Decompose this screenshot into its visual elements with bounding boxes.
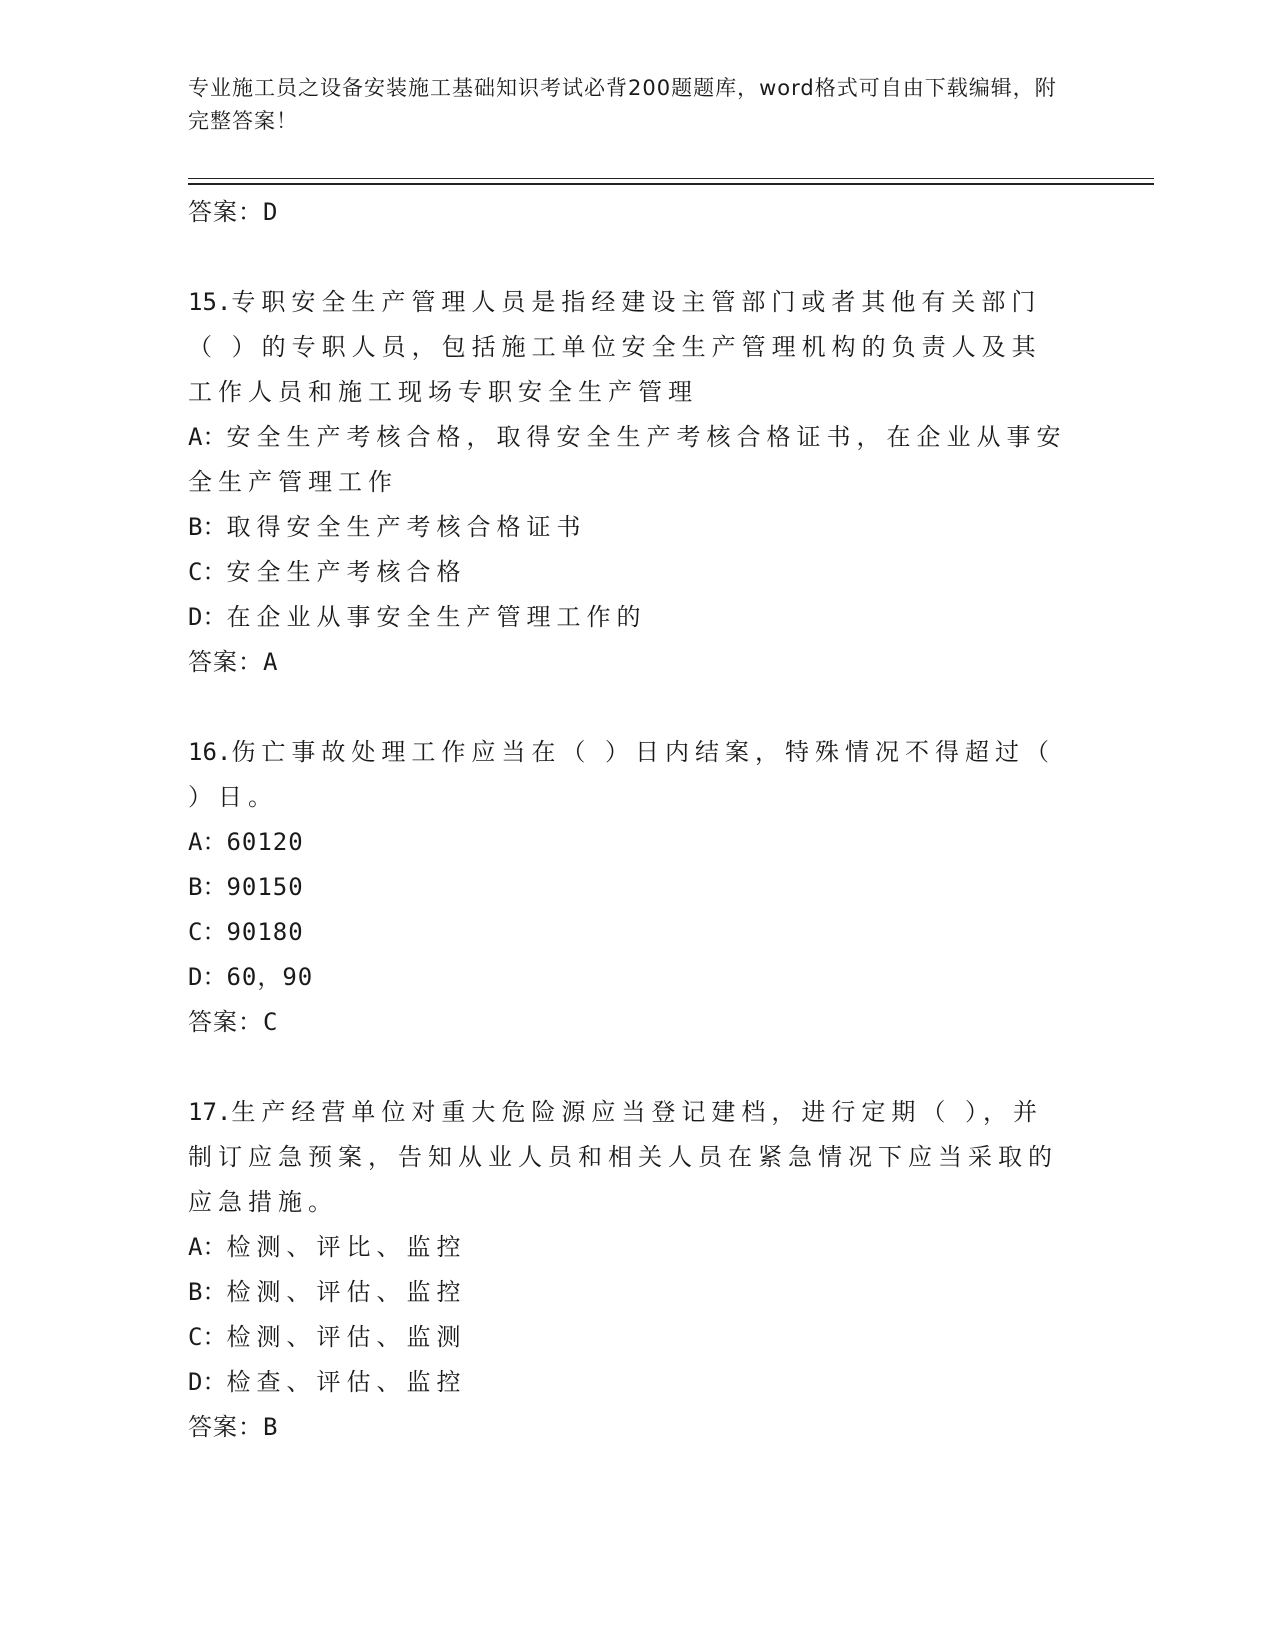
question-block-15 (188, 280, 1088, 684)
answer-line (188, 1405, 1088, 1449)
answer-value: C (263, 1008, 279, 1036)
option-key: D： (188, 963, 227, 991)
option-key: B： (188, 513, 227, 541)
option-key: C： (188, 558, 227, 586)
document-header (188, 72, 1068, 138)
option-text: 90180 (226, 918, 304, 946)
option-key: C： (188, 1323, 227, 1351)
option-d (188, 1360, 1068, 1405)
option-text: 60，90 (226, 963, 314, 991)
option-key: D： (188, 1368, 227, 1396)
question-text (188, 730, 1068, 820)
option-a (188, 415, 1068, 505)
question-stem: 专职安全生产管理人员是指经建设主管部门或者其他有关部门（ ）的专职人员，包括施工单位安全生产管理机构的负责人及其工作人员和施工现场专职安全生产管理 (188, 288, 1042, 406)
option-key: C： (188, 918, 227, 946)
question-stem: 伤亡事故处理工作应当在（ ）日内结案，特殊情况不得超过（ ）日。 (188, 738, 1055, 811)
question-block-17 (188, 1090, 1088, 1449)
option-d (188, 595, 1068, 640)
option-key: A： (188, 828, 227, 856)
option-text: 检测、评估、监测 (226, 1323, 467, 1351)
option-text: 在企业从事安全生产管理工作的 (226, 603, 647, 631)
option-text: 90150 (226, 873, 304, 901)
option-key: B： (188, 873, 227, 901)
answer-line (188, 1000, 1088, 1044)
option-key: B： (188, 1278, 227, 1306)
question-number: 16. (188, 738, 232, 766)
question-block-16 (188, 730, 1088, 1044)
header-text: 专业施工员之设备安装施工基础知识考试必背200题题库，word格式可自由下载编辑，附完整答案！ (188, 76, 1057, 133)
option-key: A： (188, 1233, 227, 1261)
header-divider-thin (188, 178, 1154, 179)
option-c (188, 1315, 1068, 1360)
option-b (188, 865, 1068, 910)
header-divider-thick (188, 183, 1154, 185)
option-a (188, 820, 1068, 865)
option-key: D： (188, 603, 227, 631)
answer-label: 答案： (188, 198, 263, 226)
option-text: 取得安全生产考核合格证书 (226, 513, 587, 541)
answer-label: 答案： (188, 1413, 263, 1441)
option-b (188, 505, 1068, 550)
question-text (188, 280, 1068, 415)
question-stem: 生产经营单位对重大危险源应当登记建档，进行定期（ ），并制订应急预案，告知从业人员和相关人员在紧急情况下应当采取的应急措施。 (188, 1098, 1058, 1216)
option-d (188, 955, 1068, 1000)
answer-label: 答案： (188, 1008, 263, 1036)
answer-value: B (263, 1413, 279, 1441)
option-text: 检测、评估、监控 (226, 1278, 467, 1306)
answer-value: D (263, 198, 279, 226)
answer-value: A (263, 648, 279, 676)
option-text: 检测、评比、监控 (226, 1233, 467, 1261)
option-text: 安全生产考核合格 (226, 558, 467, 586)
option-text: 安全生产考核合格，取得安全生产考核合格证书，在企业从事安全生产管理工作 (188, 423, 1067, 496)
answer-line (188, 190, 1088, 234)
option-a (188, 1225, 1068, 1270)
document-body (188, 190, 1088, 1449)
question-number: 17. (188, 1098, 232, 1126)
answer-line (188, 640, 1088, 684)
option-text: 检查、评估、监控 (226, 1368, 467, 1396)
option-c (188, 910, 1068, 955)
option-b (188, 1270, 1068, 1315)
option-key: A： (188, 423, 227, 451)
answer-label: 答案： (188, 648, 263, 676)
question-number: 15. (188, 288, 232, 316)
option-text: 60120 (226, 828, 304, 856)
question-text (188, 1090, 1068, 1225)
option-c (188, 550, 1068, 595)
